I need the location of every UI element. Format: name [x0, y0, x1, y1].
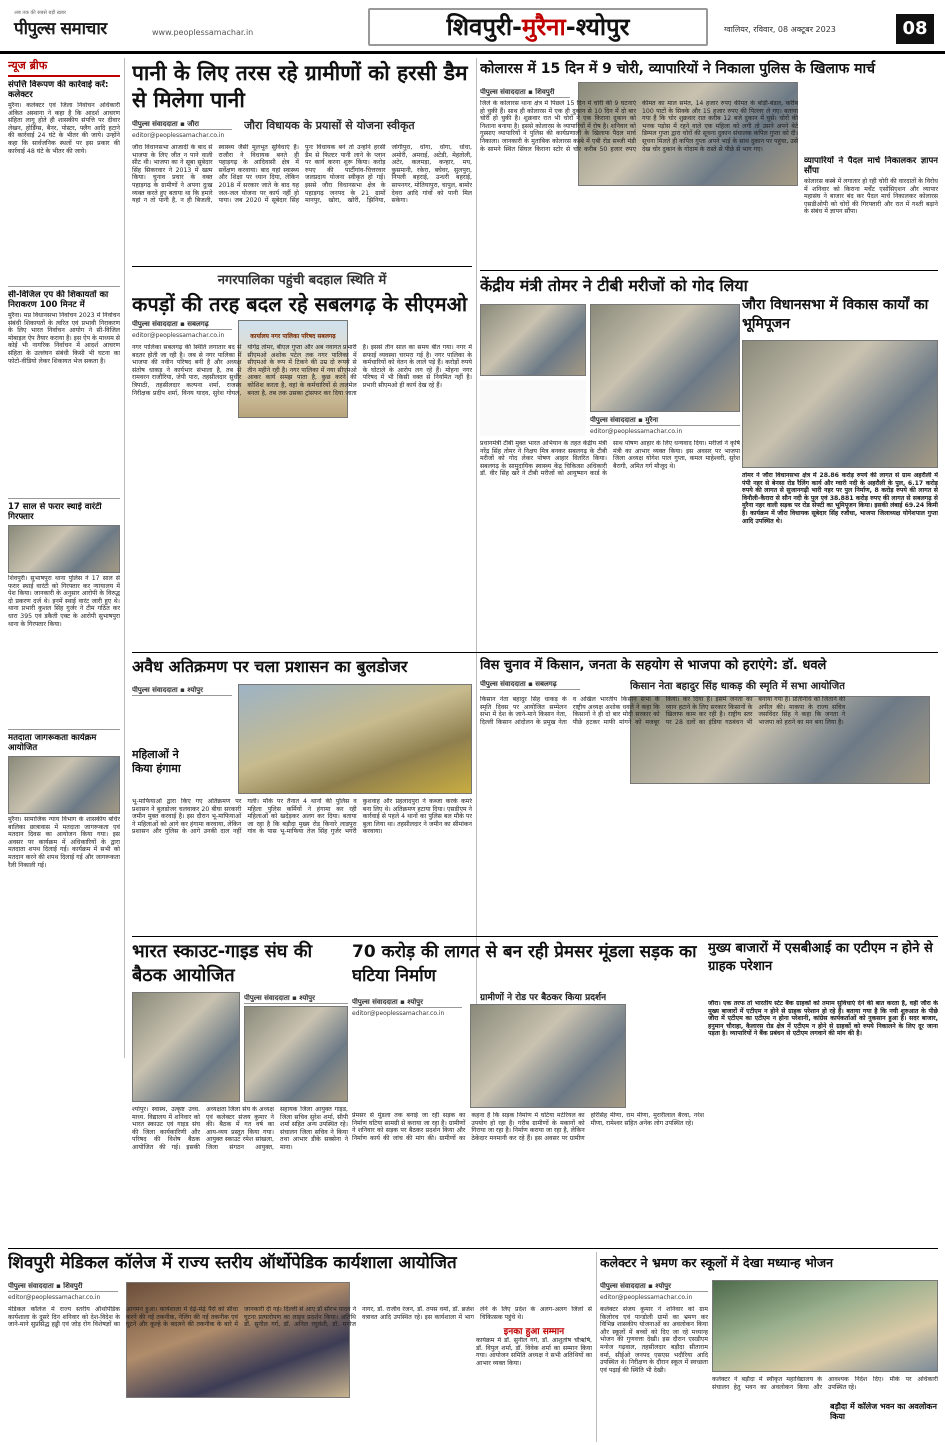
scout-photo-2[interactable]	[244, 1006, 348, 1102]
byline-name: पीपुल्स संवाददाता	[8, 1282, 54, 1290]
article-road	[352, 940, 704, 1240]
article-body: कलेक्टर संजय कुमार ने शनिवार को ग्राम किलोरच एवं पान्डोली ग्रामों का भ्रमण कर विभिन्न शासकीय योजनाओं का अवलोकन किया और स्कूलों में बच्चों को दिए जा रहे मध्यान्ह भोजन की गुणवत्ता देखी। इस दौरान एसडीएम मनोज गढ़वाल, तहसीलदार बड़ौदा सीताराम वर्मा, सीईओ जनपद एसएस भदौरिया आदि उपस्थित थे। निरीक्षण के दौरान स्कूल में स्वच्छता एवं पढ़ाई की स्थिति भी देखी।	[600, 1306, 708, 1374]
byline: पीपुल्स संवाददाता ▪ शिवपुरी	[8, 1282, 118, 1292]
brief-body: मुरैना। कलेक्टर एवं जिला निर्वाचन अधिकारी अंकित अस्थाना ने कहा है कि आदर्श आचरण संहिता लागू होते ही शासकीय संपत्ति पर दीवार लेखन, होर्डिंग्स, बैनर, पोस्टर, फ्लैग आदि हटाने की कार्रवाई 24 घंटे के भीतर की जाये। उन्होंने कहा कि सार्वजनिक स्थलों पर इस प्रकार की कार्रवाई 48 घंटे के भीतर की जाये।	[8, 102, 120, 155]
byline-place: सबलगढ़	[187, 320, 209, 328]
rule	[132, 266, 472, 267]
article-body-left	[480, 380, 586, 436]
byline: पीपुल्स संवाददाता ▪ मुरैना	[590, 416, 740, 426]
byline: पीपुल्स संवाददाता ▪ श्योपुर	[352, 998, 462, 1008]
honor-title: इनका हुआ सम्मान	[503, 1327, 565, 1337]
section-title	[368, 8, 708, 46]
protest-photo[interactable]	[470, 1004, 626, 1108]
brief-body: मुरैना। मप्र विधानसभा निर्वाचन 2023 में निर्वाचन संबंधी शिकायतों के त्वरित एवं प्रभावी निराकरण के लिए भारत निर्वाचन आयोग ने सी-विजिल मोबाइल ऐप तैयार कराया है। इस ऐप के माध्यम से कोई भी नागरिक निर्वाचन में आदर्श आचरण संहिता के उल्लंघन संबंधी किसी भी घटना का फोटो-वीडियो लेकर शिकायत भेज सकता है।	[8, 312, 120, 365]
byline: पीपुल्स संवाददाता ▪ श्योपुर	[600, 1282, 708, 1292]
byline-place: सबलगढ़	[535, 680, 557, 688]
headline[interactable]: शिवपुरी मेडिकल कॉलेज में राज्य स्तरीय ऑर्थोपेडिक कार्यशाला आयोजित	[8, 1253, 457, 1273]
byline: पीपुल्स संवाददाता ▪ शिवपुरी	[480, 88, 570, 98]
article-jaura-dev	[742, 296, 938, 636]
byline: पीपुल्स संवाददाता ▪ जौरा	[132, 120, 232, 130]
article-bulldozer	[132, 656, 472, 934]
logo-tagline: अब तक की सबसे बड़ी ख़बर	[14, 10, 66, 16]
email[interactable]: editor@peoplessamachar.co.in	[132, 132, 225, 139]
masthead	[0, 0, 945, 54]
byline-name: पीपुल्स संवाददाता	[244, 994, 290, 1002]
email[interactable]: editor@peoplessamachar.co.in	[590, 428, 683, 435]
article-body: जौरा। एक तरफ तो भारतीय स्टेट बैंक ग्राहकों को तमाम सुविधाएं देने की बात करता है, वहीं जौरा के मुख्य बाजारों में एटीएम न होने से ग्राहक परेशान हो रहे हैं। बताया गया है कि नयी शुरुआत के पीछे जौरा में एटीएम का एटीएम न होना परेशानी, कांग्रेस कार्यकर्ताओं को नुकसान हुआ है। सदर बाजार, हनुमान चौराहा, कैलारस रोड क्षेत्र में एटीएम न होने से ग्राहकों को रुपये निकालने के लिए दूर जाना पड़ता है। व्यापारियों ने बैंक प्रबंधन से एटीएम लगवाने की मांग की है।	[708, 1000, 938, 1038]
article-body: प्रेमसर से मूंडला तक बनाई जा रही सड़क का निर्माण घटिया सामग्री से कराया जा रहा है। ग्रामीणों ने शनिवार को सड़क पर बैठकर प्रदर्शन किया और निर्माण कार्य की जांच की मांग की। ग्रामीणों का कहना है कि सड़क निर्माण में घटिया मटेरियल का उपयोग हो रहा है। गरीब ग्रामीणों के मकानों को गिराया जा रहा है। निर्माण कराया जा रहा है, लेकिन ठेकेदार मनमानी कर रहे हैं। इस अवसर पर ग्रामीण हरिसिंह मीणा, राम मीणा, मुरारीलाल बैरवा, नरेश मीणा, रामेश्वर सहित अनेक लोग उपस्थित रहे।	[352, 1112, 704, 1142]
article-body: भू-माफियाओं द्वारा किए गए अतिक्रमण पर प्रशासन ने बुलडोजर चलवाकर 20 बीघा सरकारी जमीन मुक्त करवाई है। इस दौरान भू-माफियाओं ने महिलाओं को आगे कर हंगामा करवाया, लेकिन प्रशासन और पुलिस के आगे उनकी दाल नहीं गली। मौके पर तैनात 4 थानों की पुलिस व महिला पुलिस कर्मियों ने हंगामा कर रही महिलाओं को खदेड़कर अलग कर दिया। बताया जा रहा है कि बड़ौदा मुख्य रोड किनारे लाडपुरा गांव के पास भू-माफिया तेज सिंह गुर्जर भगरी कुशवाह और प्रहलादपुरा ने कब्जा करके कमरे बना लिए थे। अतिक्रमण हटाया दिया। एसडीएम ने कार्रवाई से पहले 4 थानों का पुलिस बल मौके पर बुला लिया था। तहसीलदार ने जमीन का सीमांकन करवाया।	[132, 798, 472, 836]
school-photo[interactable]	[712, 1280, 938, 1372]
email[interactable]: editor@peoplessamachar.co.in	[132, 332, 225, 339]
article-body: मेडिकल कॉलेज में राज्य स्तरीय ऑर्थोपेडिक कार्यशाला के दूसरे दिन शनिवार को देश-विदेश के जाने-माने सुप्रसिद्ध हड्डी एवं जोड़ रोग विशेषज्ञों का आगमन हुआ। कार्यशाला में देढ़े-मेढ़े पैरों को सीधा करने की नई तकनीक, नेलिंग की नई तकनीक एवं घुटने और कूल्हे के बदलने की तकनीक के बारे में जानकारी दी गई। दिल्ली से आए डॉ सौरभ यादव ने घुटना प्रत्यारोपण का लाइव प्रदर्शन किया। अतिथि डॉ. सुनील गर्ग, डॉ. अनिल रघुवंशी, डॉ. मनोज नागर, डॉ. राजीव रंजन, डॉ. तपस वर्मा, डॉ. ब्रजेश वत्रावत आदि उपस्थित रहे। इस कार्यशाला में भाग लेने के लिए प्रदेश के अलग-अलग जिलों से चिकित्सक पहुंचे थे।	[8, 1306, 592, 1329]
byline: पीपुल्स संवाददाता ▪ श्योपुर	[244, 994, 348, 1004]
byline-name: पीपुल्स संवाददाता	[132, 686, 178, 694]
subhead: किसान नेता बहादुर सिंह धाकड़ की स्मृति में सभा आयोजित	[630, 681, 845, 692]
byline-place: मुरैना	[645, 416, 659, 424]
scout-photo[interactable]	[132, 992, 240, 1102]
article-scout	[132, 940, 348, 1240]
byline-place: शिवपुरी	[63, 1282, 83, 1290]
dateline: ग्वालियर, रविवार, 08 अक्टूबर 2023	[724, 25, 836, 34]
article-body: जिले के कोलारस थाना क्षेत्र में पिछले 15 दिन में चोरी की 9 घटनाएं हो चुकी हैं। साथ ही कोलारस में एक ही दुकान से 10 दिन में दो बार चोरी हो चुकी है। शुक्रवार रात भी चोरों ने एक किराना दुकान को निशाना बनाया है। इससे कोलारस के व्यापारियों में रोष है। शनिवार को गुस्साए व्यापारियों ने पुलिस की कार्यप्रणाली के खिलाफ पैदल मार्च निकाला। जानकारी के मुताबिक कोलारस कस्बे में एबी रोड सब्जी मंडी के सामने स्थित सिंघल किराना स्टोर से चोर करीब 50 हजार रुपए कीमत का माल समेत, 14 हजार रुपए कीमत के बोड़ी-बंडल, करीब 100 पाटों के सिक्के और 15 हजार रुपए की पिल्लर ले गए। बताया गया है कि चोर शुक्रवार रात करीब 12 बजे दुकान में घुसे। चोरों की भनक पड़ोस में रहने वाले एक महिला को लगी तो उसने अपने बेटे डिम्पल गुप्ता द्वारा चोरों की सूचना दुकान संचालक कपिल गुप्ता को दी। सूचना मिलते ही कपिल गुप्ता अपने भाई के साथ दुकान पर पहुंचा, उसे देख चोर दुकान के गोदाम के रास्ते से पीछे से भाग गए।	[480, 100, 798, 153]
honor-body: कार्यक्रम में डॉ. सुनील गर्ग, डॉ. आशुतोष चौऋषि, डॉ. विपुल शर्मा, डॉ. विवेक शर्मा का सम्मान किया गया। आयोजन समिति अध्यक्ष ने सभी अतिथियों का आभार व्यक्त किया।	[476, 1337, 592, 1367]
article-collector	[600, 1252, 938, 1442]
subhead: जौरा विधायक के प्रयासों से योजना स्वीकृत	[244, 119, 415, 132]
article-water	[132, 60, 472, 262]
brief-photo[interactable]	[8, 756, 120, 814]
side-title: बड़ौदा में कॉलेज भवन का अवलोकन किया	[830, 1402, 937, 1421]
article-body: श्योपुर। स्वास्थ, उत्कृष्ट उच्च. माध्य. विद्यालय में शनिवार को भारत स्काउट एवं गाइड संघ की जिला कार्यकारिणी और परिषद की विशेष बैठक आयोजित की गई। इसकी अध्यक्षता जिला संघ के अध्यक्ष एवं कलेक्टर संजय कुमार ने की। बैठक में गत वर्ष का आय-व्यय प्रस्तुत किया गया। आयुक्त स्काउट रमेश सांखला, जिला संगठन आयुक्त, सहायक जिला आयुक्त गाइड, जिला सचिव सुरेश शर्मा, सीपी शर्मा सहित अन्य उपस्थित रहे। संचालन जिला सचिव ने किया तथा आभार डीके सक्सेना ने माना।	[132, 1106, 348, 1151]
brief-photo[interactable]	[8, 525, 120, 573]
logo-text: पीपुल्स समाचार	[14, 19, 107, 39]
brief-column	[8, 58, 120, 1058]
side-body: कलेक्टर ने बड़ौदा में स्वीकृत महाविद्यालय के संचालन हेतु भवन का अवलोकन किया और आवश्यक निर्देश दिए। मौके पर अधिकारी उपस्थित रहे।	[712, 1376, 938, 1391]
divider	[476, 58, 477, 1058]
bulldozer-photo[interactable]	[238, 684, 472, 794]
byline-place: श्योपुर	[187, 686, 203, 694]
brief-label: न्यूज ब्रीफ	[8, 58, 120, 77]
article-body: प्रधानमंत्री टीबी मुक्त भारत अभियान के तहत केंद्रीय मंत्री नरेंद्र सिंह तोमर ने निक्षय मित्र बनकर सबलगढ़ के टीबी मरीजों को गोद लेकर पोषण आहार वितरित किया। सबलगढ़ के सामुदायिक स्वास्थ्य केंद्र चिकित्सा अधिकारी डॉ. वीर सिंह खरे ने टीबी मरीजों को आयुष्मान कार्ड के साथ पोषण आहार के लिए धन्यवाद दिया। मरीजों ने कृषि मंत्री का आभार व्यक्त किया। इस अवसर पर भाजपा जिला अध्यक्ष योगेश पाल गुप्ता, कमल माहेश्वरी, सुरेश बैरागी, अमित गर्ग मौजूद थे।	[480, 440, 740, 478]
section-title-part-c: -श्योपुर	[565, 13, 630, 41]
section-title-part-a: शिवपुरी-	[446, 13, 523, 41]
logo[interactable]	[14, 10, 144, 44]
byline-name: पीपुल्स संवाददाता	[590, 416, 636, 424]
article-body: नगर पालिका सबलगढ़ की स्थिति लगातार बद से बदतर होती जा रही है। जब से नगर पालिका में भाजपा की नवीन परिषद बनी है और अध्यक्ष संतोष धाकड़ ने कार्यभार संभाला है, तब से रामवरन राजौरिया, जेपी पारा, तहसीलदार सुधीर त्रिपाठी, तहसीलदार कल्पना शर्मा, राजस्व निरीक्षक प्रदीप शर्मा, विनय यादव, सुरेश गोयल, योगेंद्र तोमर, बीएल गुप्ता और अब नवागत प्रभारी सीएमओ अशोक पटेल तक नगर पालिका में सीएमओ के रूप में टिकने की उम्र दो रूपये से तीन महीने रही है। नगर पालिका में नया सीएमओ आकर कार्य समझ पाता है, कुछ करने की कोशिश करता है, वहां के कर्मचारियों से तालमेल बनता है, तब तक उसका ट्रांसफर कर दिया जाता है। इससे तीन साल का समय बीत गया। नगर में सफाई व्यवस्था चरमरा गई है। नगर पालिका के कर्मचारियों को वेतन के लाले पड़े हैं। करोड़ों रुपये के घोटाले के आरोप लग रहे हैं। मोहना नगर परिषद में भी किसी वक्त से नियमित नहीं है। प्रभारी सीएमओ ही कार्य देख रहे हैं।	[132, 344, 472, 397]
divider	[596, 1252, 597, 1442]
brief-title: सी-विजिल एप की शिकायतों का निराकरण 100 मिनट में	[8, 290, 109, 310]
bhoomipujan-photo[interactable]	[742, 340, 938, 468]
pull-quote: महिलाओं ने किया हंगामा	[132, 748, 181, 775]
headline[interactable]: केंद्रीय मंत्री तोमर ने टीबी मरीजों को गोद लिया	[480, 270, 938, 297]
honor-box	[476, 1324, 592, 1395]
byline-name: पीपुल्स संवाददाता	[480, 88, 526, 96]
headline[interactable]: जौरा विधानसभा में विकास कार्यों का भूमिपूजन	[742, 297, 929, 332]
section-title-part-b: मुरैना	[522, 13, 566, 41]
side-body: कोलारस कस्बे में लगातार हो रही चोरी की वारदातों के विरोध में शनिवार को किराना मर्चेंट एसोसिएशन और व्यापार महासंघ ने बाजार बंद कर पैदल मार्च निकालकर कोलारस एसडीओपी को चोरों की गिरफ्तारी और रात में गश्ती बढ़ाने के संबंध में ज्ञापन सौंपा।	[804, 178, 938, 216]
article-sbi	[708, 940, 938, 1240]
article-medical	[8, 1252, 592, 1442]
rule	[8, 1248, 938, 1249]
headline[interactable]: मुख्य बाजारों में एसबीआई का एटीएम न होने से ग्राहक परेशान	[708, 941, 933, 974]
side-title: व्यापारियों ने पैदल मार्च निकालकर ज्ञापन सौंपा	[804, 156, 938, 176]
headline[interactable]: अवैध अतिक्रमण पर चला प्रशासन का बुलडोजर	[132, 657, 408, 676]
brief-title: संपत्ति विरूपण की कार्रवाई करें: कलेक्टर	[8, 80, 109, 100]
byline-name: पीपुल्स संवाददाता	[352, 998, 398, 1006]
headline[interactable]: पानी के लिए तरस रहे ग्रामीणों को हरसी डैम से मिलेगा पानी	[132, 61, 468, 112]
brief-item	[8, 498, 120, 725]
brief-title: 17 साल से फरार स्थाई वारंटी गिरफ्तार	[8, 502, 102, 522]
byline-place: श्योपुर	[407, 998, 423, 1006]
headline[interactable]: विस चुनाव में किसान, जनता के सहयोग से भाजपा को हराएंगे: डॉ. धवले	[480, 658, 827, 673]
brief-body: शिवपुरी। सुभाषपुरा थाना पुलिस ने 17 साल से फरार स्थाई वारंटी को गिरफ्तार कर न्यायालय में पेश किया। जानकारी के अनुसार आरोपी के विरुद्ध दो प्रकरण दर्ज थे। इनमें स्थाई वारंट जारी हुए थे। थाना प्रभारी कुशल सिंह गुर्जर ने टीम गठित कर धारा 395 एवं डकैती एक्ट के आरोपी सुभाषपुरा थाना के गिरफ्तार किया।	[8, 575, 120, 628]
byline-name: पीपुल्स संवाददाता	[132, 120, 178, 128]
email[interactable]: editor@peoplessamachar.co.in	[352, 1010, 445, 1017]
left-column-divider	[124, 58, 125, 1058]
article-dhawale	[480, 656, 938, 934]
byline: पीपुल्स संवाददाता ▪ सबलगढ़	[480, 680, 580, 690]
byline-name: पीपुल्स संवाददाता	[132, 320, 178, 328]
article-body: जौरा विधानसभा आजादी के बाद से भाजपा के लिए जीत न पाने वाली सीट थी। भाजपा का ने सूबा सूबेदार सिंह सिकरवार ने 2013 में खत्म किया। चुनाव प्रचार के वक्त पहाड़गढ़ के ग्रामीणों ने अपना दुःख व्यक्त करते हुए बताया था कि हमारे यहां न तो पानी है, न ही बिजली, स्वास्थ्य जैसी मूलभूत सुविधाएं हैं। राजौरा ने विधायक बनते ही पहाड़गढ़ के आदिवासी क्षेत्र में सर्वेक्षण करवाया। बाद यहां स्वास्थ्य और शिक्षा पर ध्यान दिया, लेकिन 2018 में सरकार जाते के बाद यह जल-जल योजना पर कार्य नहीं हो पाया। जब 2020 में सूबेदार सिंह पुनः विधायक बने तो उन्होंने हरसी डैम से फिल्टर पानी लाने के प्लान पर कार्य करना शुरू किया। करोड़ रुपए की पार्टीगांव-चित्तरवार जलप्रदाय योजना स्वीकृत हो गई। इससे जौरा विधानसभा क्षेत्र के पहाड़गढ़ जनपद के 21 ग्रामों मानपुर, खोरा, खोरी, झिनिया, जोगीपुरा, धोंगा, धोंगा, धोंधा, अमोरी, अमराई, अटेडी, मेहतोली, अटेर, कलमड़ा, कन्हार, मय, कुसमानी, रकेरा, बघेवर, सुलपुरा, निपली बहराई, उन्धरी बहराई, सापनगर, मोतियापुरा, चापुल, बामोर देवरा आदि गांवों को पानी मिल सकेगा।	[132, 144, 472, 205]
article-kolaras	[480, 60, 938, 262]
website[interactable]: www.peoplessamachar.in	[152, 28, 254, 37]
tb-photo[interactable]	[590, 304, 740, 412]
rule	[132, 936, 938, 937]
brief-item	[8, 286, 120, 494]
headline[interactable]: 70 करोड़ की लागत से बन रही प्रेमसर मूंडला सड़क का घटिया निर्माण	[352, 942, 697, 986]
headline[interactable]: कोलारस में 15 दिन में 9 चोरी, व्यापारियों ने निकाला पुलिस के खिलाफ मार्च	[480, 61, 876, 77]
subhead: ग्रामीणों ने रोड पर बैठकर किया प्रदर्शन	[480, 993, 607, 1003]
email[interactable]: editor@peoplessamachar.co.in	[8, 1294, 101, 1301]
brief-body: मुरैना। सामाजिक न्याय विभाग के शासकीय बधिर बालिका छात्रावास में मतदाता जागरूकता एवं मतदान दिवस का आयोजन किया गया। इस अवसर पर कार्यक्रम में अधिकारियों के द्वारा मतदाता शपथ दिलाई गई। कार्यक्रम में सभी को मतदान करने की शपथ दिलाई गई और जागरूकता रैली निकाली गई।	[8, 816, 120, 869]
article-body-cont	[804, 84, 938, 260]
byline: पीपुल्स संवाददाता ▪ सबलगढ़	[132, 320, 232, 330]
brief-title: मतदाता जागरूकता कार्यक्रम आयोजित	[8, 733, 97, 753]
byline-place: श्योपुर	[655, 1282, 671, 1290]
headline[interactable]: भारत स्काउट-गाइड संघ की बैठक आयोजित	[132, 941, 313, 986]
rule	[132, 652, 938, 653]
byline-place: शिवपुरी	[535, 88, 555, 96]
email[interactable]: editor@peoplessamachar.co.in	[600, 1294, 693, 1301]
byline-name: पीपुल्स संवाददाता	[480, 680, 526, 688]
brief-item	[8, 80, 120, 282]
headline[interactable]: कपड़ों की तरह बदल रहे सबलगढ़ के सीएमओ	[132, 292, 468, 316]
article-body: किसान नेता बहादुर सिंह धाकड़ के स्मृति दिवस पर आयोजित सम्मेलन सभा में देश के जाने-माने किसान नेता, दिल्ली किसान आंदोलन के प्रमुख नेता व अखिल भारतीय किसान सभा के राष्ट्रीय अध्यक्ष अशोक धवले ने कहा कि किसानों ने ही दो बार मोदी सरकार को पीछे हटकर माफी मांगने को मजबूर किया। कर दिया है। इसमें जनता का ध्यान हटाने के लिए सरकार किसानों के खिलाफ काम कर रही है। राष्ट्रीय स्तर पर 28 दलों का इंडिया गठबंधन भी बनाया गया है। प्रतिनिधि को जिताने की अपील की। माकपा के राज्य सचिव जसविंदर सिंह ने कहा कि जनता ने भाजपा को हराने का मन बना लिया है।	[480, 696, 846, 726]
byline-place: श्योपुर	[299, 994, 315, 1002]
headline[interactable]: कलेक्टर ने भ्रमण कर स्कूलों में देखा मध्यान्ह भोजन	[600, 1255, 834, 1270]
tb-photo-2[interactable]	[480, 304, 586, 376]
byline: पीपुल्स संवाददाता ▪ श्योपुर	[132, 686, 232, 696]
page-number: 08	[896, 14, 934, 44]
brief-item	[8, 729, 120, 986]
byline-place: जौरा	[187, 120, 199, 128]
photo-caption: कार्यालय नगर पालिका परिषद सबलगढ़	[250, 333, 336, 340]
kicker: नगरपालिका पहुंची बदहाल स्थिति में	[217, 273, 387, 288]
article-body: तोमर ने जौरा विधानसभा क्षेत्र में 28.86 करोड़ रुपये की लागत से ग्राम अहरौली में पंपी नहर से बेनसा रोड रैलिंग कार्य और ग्वारी नदी के अहरौली के पुल, 6.17 करोड़ रुपये की लागत से सुजानगढ़ी भारी नहर पर पुल निर्माण, 8 करोड़ रुपये की लागत से विनौली-कैरारा से सौन नदी के पुल एवं 38.881 करोड़ रुपए की लागत से सबलगढ़ से मुरैना नहर वाली सड़क पर रोड सेफ्टी का भूमिपूजन किया। इसकी लंबाई 69.24 किमी है। कार्यक्रम में जौरा विधायक सूबेदार सिंह रजौधा, भाजपा जिलाध्यक्ष योगेशपाल गुप्ता आदि उपस्थित थे।	[742, 472, 938, 525]
article-sabalgarh	[132, 270, 472, 648]
byline-name: पीपुल्स संवाददाता	[600, 1282, 646, 1290]
